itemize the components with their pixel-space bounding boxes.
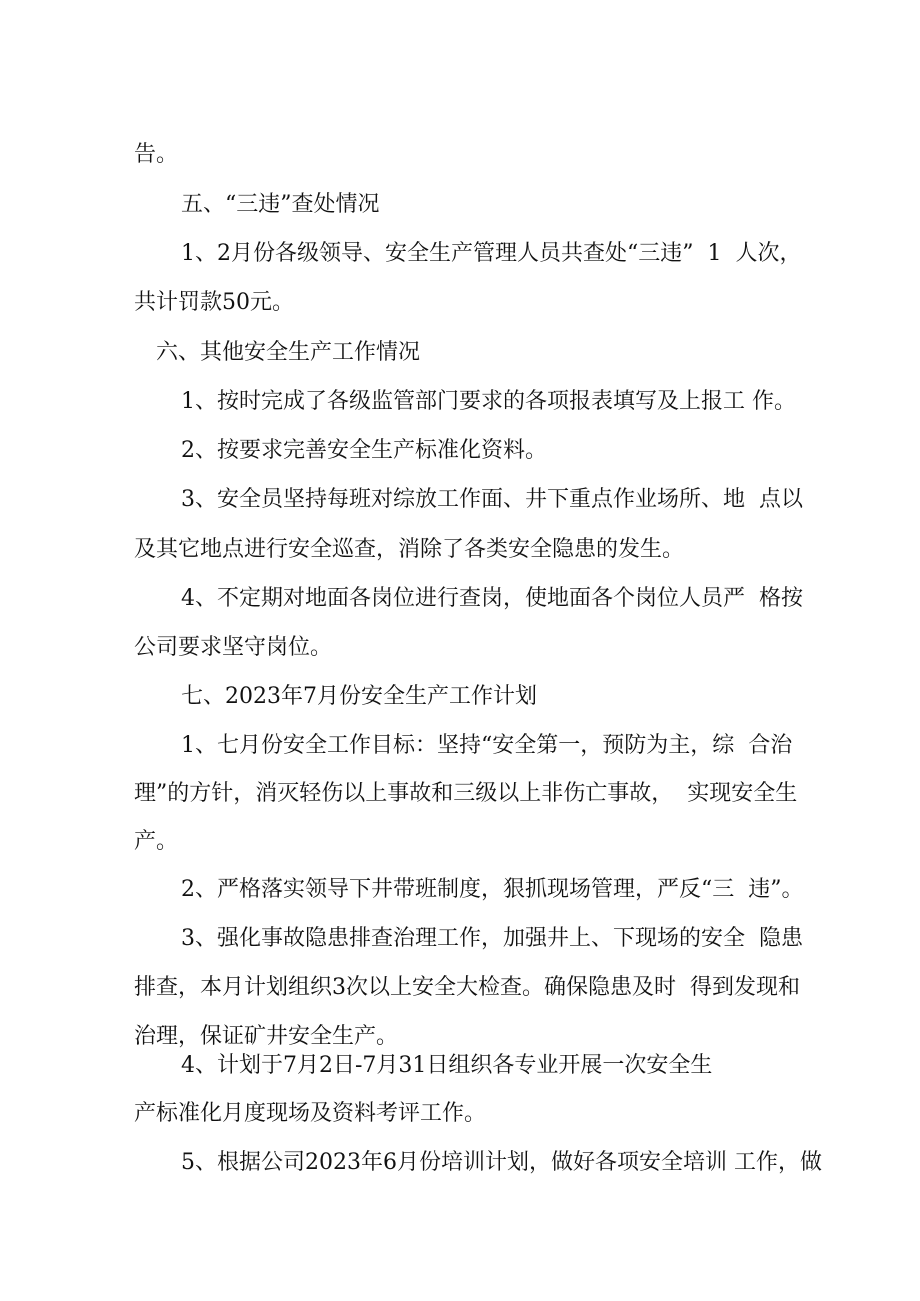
paragraph-line: 1、七月份安全工作目标：坚持“安全第一，预防为主，综 合治 xyxy=(181,733,793,758)
paragraph-line: 3、强化事故隐患排查治理工作，加强井上、下现场的安全 隐患 xyxy=(181,926,803,951)
section-heading: 七、2023年7月份安全生产工作计划 xyxy=(181,684,537,709)
section-heading: 六、其他安全生产工作情况 xyxy=(156,340,421,365)
paragraph-line: 告。 xyxy=(134,142,179,167)
paragraph-line: 1、2月份各级领导、安全生产管理人员共查处“三违” 1 人次， xyxy=(181,241,802,266)
paragraph-line: 治理，保证矿井安全生产。 xyxy=(134,1024,399,1049)
paragraph-line: 理”的方针，消灭轻伤以上事故和三级以上非伤亡事故， 实现安全生 xyxy=(134,781,798,806)
paragraph-line: 3、安全员坚持每班对综放工作面、井下重点作业场所、地 点以 xyxy=(181,487,803,512)
paragraph-line: 排查，本月计划组织3次以上安全大检查。确保隐患及时 得到发现和 xyxy=(134,975,800,1000)
paragraph-line: 5、根据公司2023年6月份培训计划，做好各项安全培训 工作，做 xyxy=(181,1150,822,1175)
paragraph-line: 1、按时完成了各级监管部门要求的各项报表填写及上报工 作。 xyxy=(181,389,796,414)
section-heading: 五、“三违”查处情况 xyxy=(181,192,380,217)
paragraph-line: 2、按要求完善安全生产标准化资料。 xyxy=(181,438,547,463)
paragraph-line: 公司要求坚守岗位。 xyxy=(134,635,333,660)
paragraph-line: 2、严格落实领导下井带班制度，狠抓现场管理，严反“三 违”。 xyxy=(181,877,804,902)
paragraph-line: 共计罚款50元。 xyxy=(134,290,294,315)
paragraph-line: 4、计划于7月2日-7月31日组织各专业开展一次安全生 xyxy=(181,1053,713,1078)
paragraph-line: 4、不定期对地面各岗位进行查岗，使地面各个岗位人员严 格按 xyxy=(181,586,803,611)
paragraph-line: 及其它地点进行安全巡查，消除了各类安全隐患的发生。 xyxy=(134,537,685,562)
paragraph-line: 产标准化月度现场及资料考评工作。 xyxy=(134,1101,487,1126)
paragraph-line: 产。 xyxy=(134,829,179,854)
